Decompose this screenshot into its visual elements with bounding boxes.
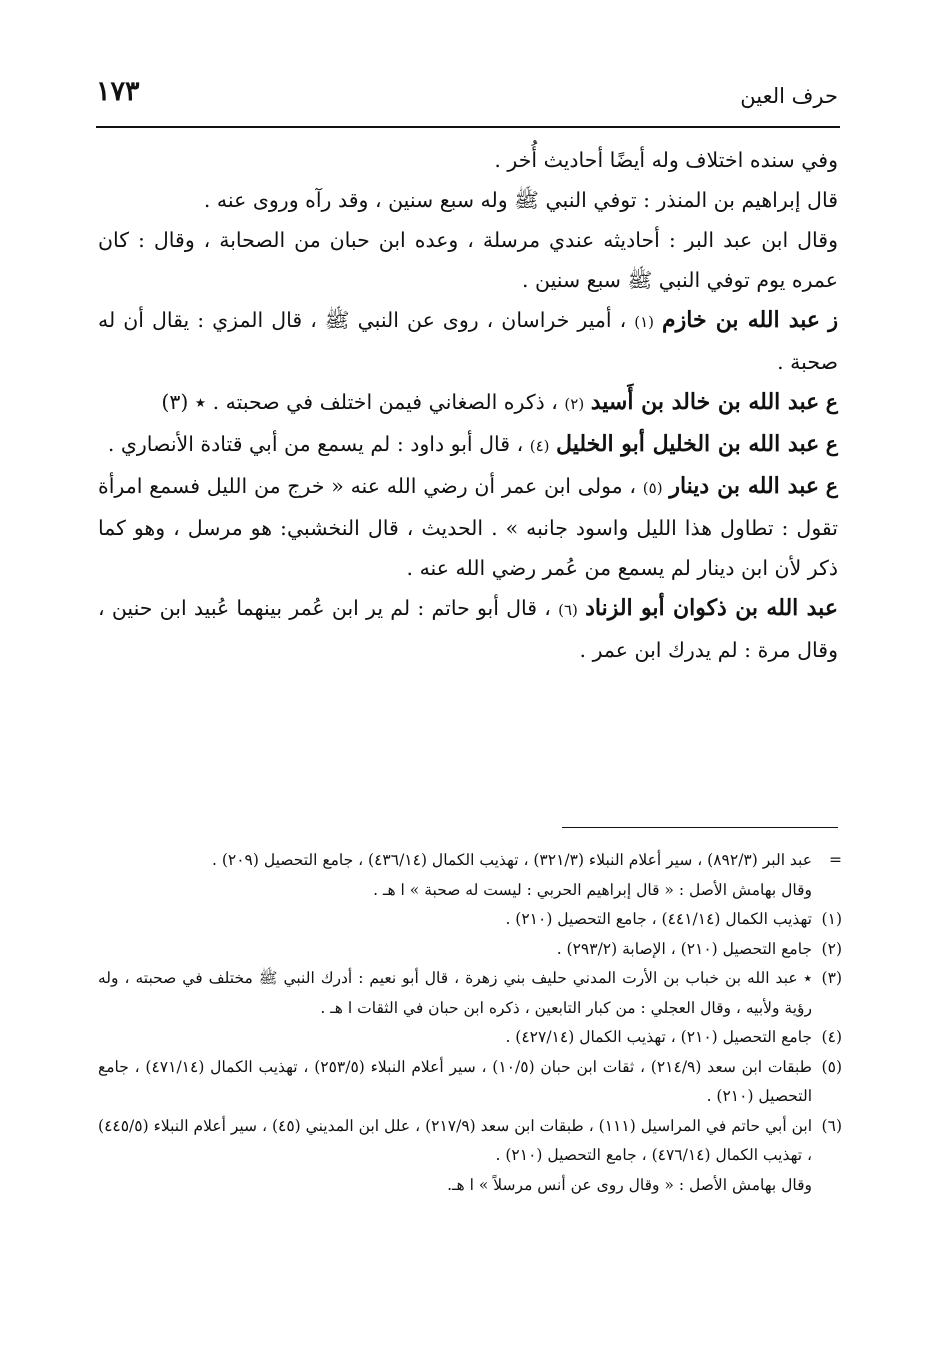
entry-name: عبد الله بن ذكوان أبو الزناد — [585, 595, 838, 621]
footnote — [98, 1023, 842, 1053]
paragraph — [98, 140, 838, 180]
page-header — [96, 76, 838, 126]
entry-symbol: ع — [825, 474, 838, 498]
footnotes — [98, 846, 842, 1200]
paragraph — [98, 220, 838, 300]
entry-text: ، مولى ابن عمر أن رضي الله عنه « خرج من الليل فسمع امرأة تقول : تطاول هذا الليل واسود جانبه » . الحديث ، قال النخشبي: هو مرسل ، وهو كما ذكر لأن ابن دينار لم يسمع من عُمر رضي الله عنه . — [98, 474, 838, 580]
footnote — [98, 876, 842, 906]
footnote-number: (٤) — [821, 1028, 842, 1046]
entry-text: ، ذكره الصغاني فيمن اختلف في صحبته . ٭ (٣) — [161, 390, 558, 414]
footnote — [98, 905, 842, 935]
footnote-mark: (٦) — [558, 601, 578, 619]
entry-name: عبد الله بن خالد بن أَسيد — [590, 389, 820, 415]
footnote-mark: (٢) — [564, 395, 585, 413]
footnote-number: (٣) — [821, 969, 842, 987]
entry-name: عبد الله بن دينار — [669, 473, 819, 499]
footnote-mark: (٤) — [529, 437, 550, 455]
entry-symbol: ع — [825, 390, 838, 414]
footnote-mark: (١) — [634, 313, 654, 331]
paragraph-text: قال إبراهيم بن المنذر : توفي النبي ﷺ وله سبع سنين ، وقد رآه وروى عنه . — [203, 188, 838, 212]
footnote — [98, 1053, 842, 1112]
footnote — [98, 1112, 842, 1171]
entry-name: عبد الله بن خازم — [662, 307, 821, 333]
footnote-separator — [562, 827, 838, 828]
footnote-text: ٭ عبد الله بن خباب بن الأرت المدني حليف بني زهرة ، قال أبو نعيم : أدرك النبي ﷺ مختلف في صحبته ، وله رؤية ولأبيه ، وقال العجلي : من كبار التابعين ، ذكره ابن حبان في الثقات ا هـ . — [98, 969, 812, 1017]
paragraph-text: وقال ابن عبد البر : أحاديثه عندي مرسلة ، وعده ابن حبان من الصحابة ، وقال : كان عمره يوم توفي النبي ﷺ سبع سنين . — [98, 228, 838, 292]
entry — [98, 424, 838, 466]
footnote — [98, 964, 842, 1023]
paragraph — [98, 180, 838, 220]
entry-text: ، قال أبو داود : لم يسمع من أبي قتادة الأنصاري . — [107, 432, 524, 456]
footnote-number: (١) — [821, 910, 842, 928]
footnote-text: وقال بهامش الأصل : « وقال روى عن أنس مرسلاً » ا هـ. — [447, 1175, 812, 1194]
footnote-text: وقال بهامش الأصل : « قال إبراهيم الحربي : ليست له صحبة » ا هـ . — [373, 880, 812, 899]
footnote-text: جامع التحصيل (٢١٠) ، الإصابة (٢٩٣/٢) . — [556, 939, 812, 958]
footnote-number: (٥) — [821, 1057, 842, 1076]
entry-text: ، قال أبو حاتم : لم ير ابن عُمر بينهما عُبيد ابن حنين ، وقال مرة : لم يدرك ابن عمر . — [98, 596, 838, 662]
footnote — [98, 1171, 842, 1201]
footnote-mark: (٥) — [642, 479, 663, 497]
footnote-number: (٦) — [821, 1116, 842, 1135]
footnote-number: (٢) — [821, 939, 842, 958]
entry-symbol: ز — [828, 308, 838, 332]
entry-name: عبد الله بن الخليل أبو الخليل — [556, 431, 820, 457]
entry — [98, 588, 838, 670]
footnote-text: طبقات ابن سعد (٢١٤/٩) ، ثقات ابن حبان (١٠/٥) ، سير أعلام النبلاء (٢٥٣/٥) ، تهذيب الكمال (٤٧١/١٤) ، جامع التحصيل (٢١٠) . — [98, 1057, 812, 1105]
running-title: حرف العين — [740, 84, 838, 108]
entry-symbol: ع — [825, 432, 838, 456]
footnote-text: تهذيب الكمال (٤٤١/١٤) ، جامع التحصيل (٢١٠) . — [505, 910, 812, 928]
entry — [98, 382, 838, 424]
footnote-number: = — [829, 851, 842, 869]
main-text — [98, 140, 838, 670]
entry — [98, 300, 838, 382]
entry — [98, 466, 838, 588]
entry-text: ، أمير خراسان ، روى عن النبي ﷺ ، قال المزي : يقال أن له صحبة . — [98, 308, 838, 374]
footnote — [98, 846, 842, 876]
page-number: ١٧٣ — [96, 76, 140, 107]
paragraph-text: وفي سنده اختلاف وله أيضًا أحاديث أُخر . — [494, 148, 838, 172]
footnote-text: ابن أبي حاتم في المراسيل (١١١) ، طبقات ابن سعد (٢١٧/٩) ، علل ابن المديني (٤٥) ، سير أعلام النبلاء (٤٤٥/٥) ، تهذيب الكمال (٤٧٦/١٤) ، جامع التحصيل (٢١٠) . — [98, 1116, 812, 1164]
header-rule — [96, 126, 840, 128]
footnote — [98, 935, 842, 965]
footnote-text: عبد البر (٨٩٢/٣) ، سير أعلام النبلاء (٣٢١/٣) ، تهذيب الكمال (٤٣٦/١٤) ، جامع التحصيل (٢٠٩) . — [211, 851, 812, 869]
footnote-text: جامع التحصيل (٢١٠) ، تهذيب الكمال (٤٢٧/١٤) . — [505, 1028, 812, 1046]
